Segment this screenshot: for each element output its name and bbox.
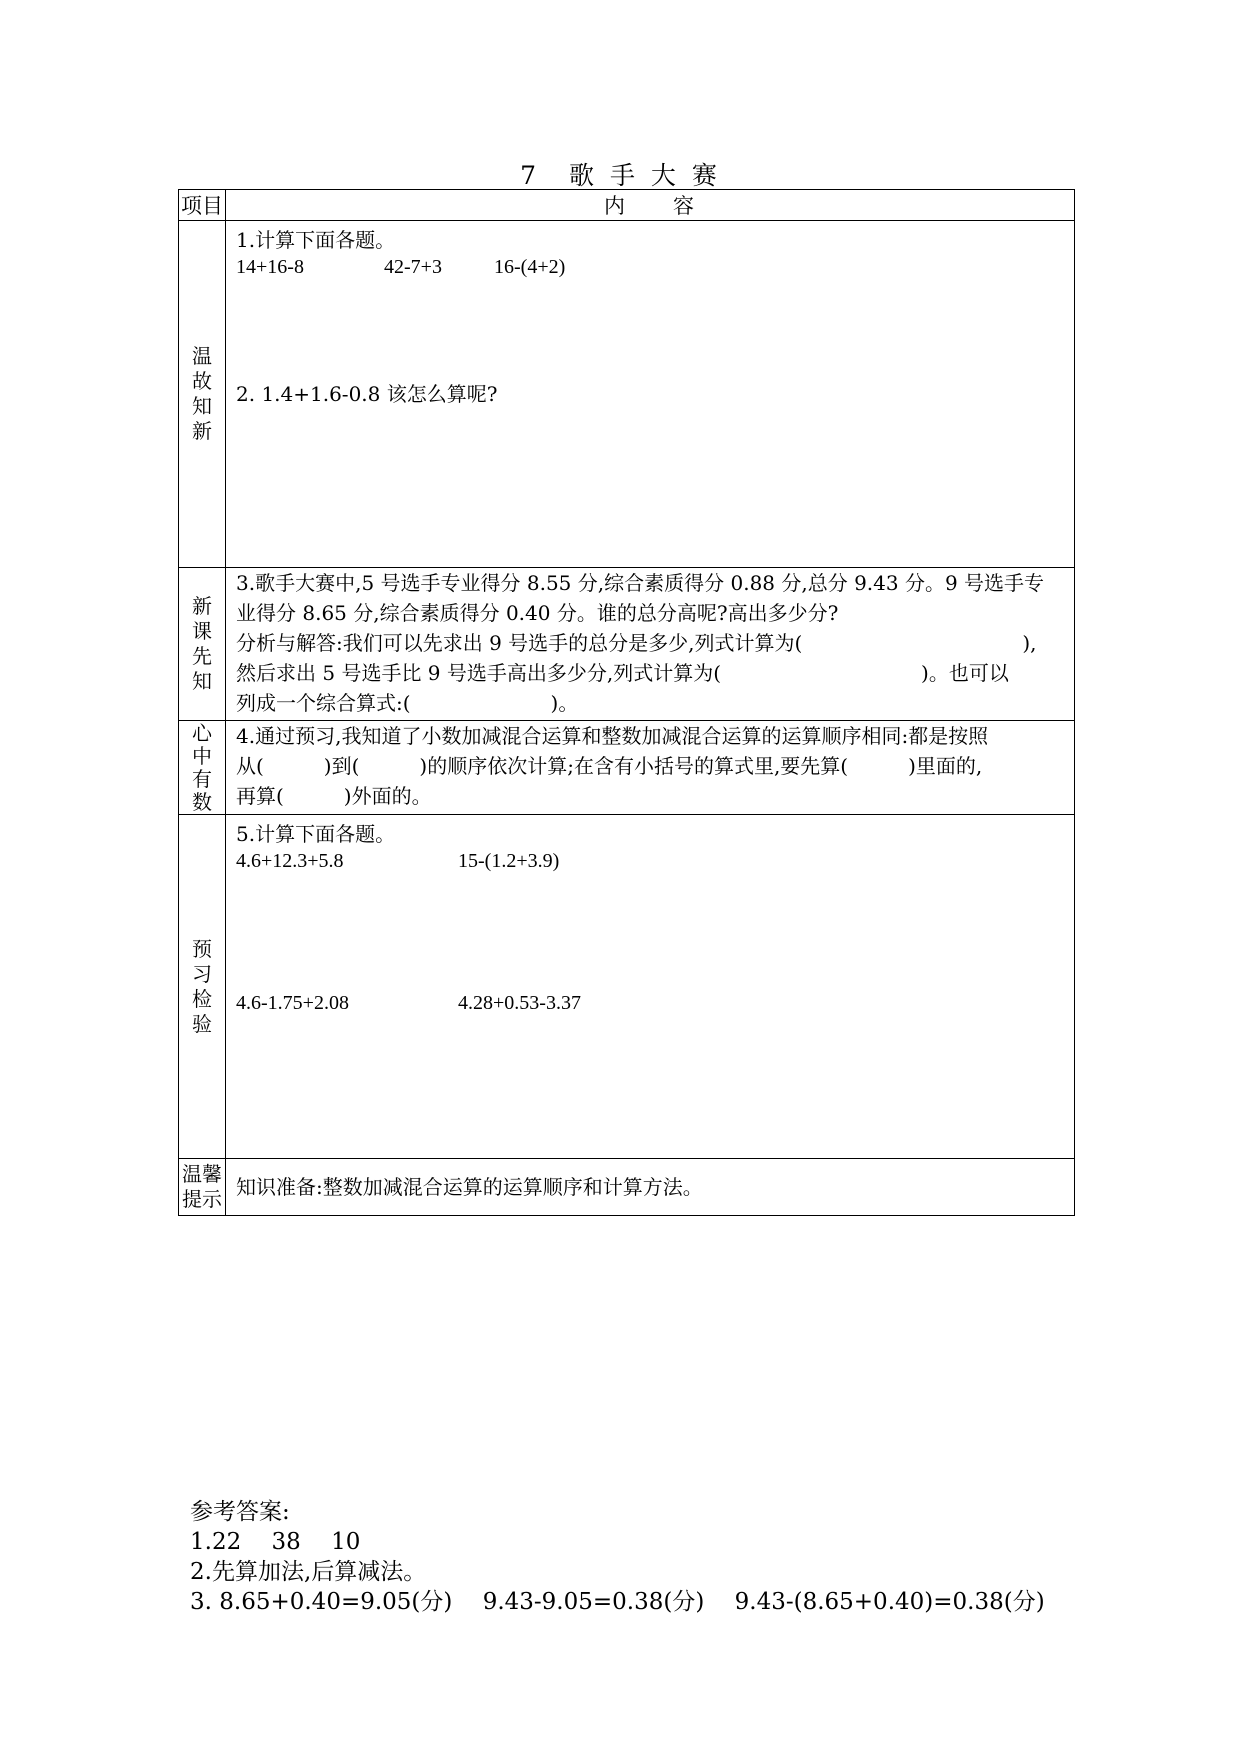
question-3-line: 列成一个综合算式:( )。 [236, 691, 579, 715]
label-char: 新 [192, 419, 212, 443]
tip-text: 知识准备:整数加减混合运算的运算顺序和计算方法。 [236, 1175, 703, 1199]
q5-expr-4: 4.28+0.53-3.37 [458, 992, 581, 1014]
row-label-review [179, 221, 226, 568]
answer-key [190, 1497, 1045, 1617]
label-char: 验 [192, 1011, 212, 1036]
row-content-tips [226, 1159, 1075, 1216]
row-label-preview-check [179, 815, 226, 1159]
question-2: 2. 1.4+1.6-0.8 该怎么算呢? [236, 382, 498, 406]
label-char: 预 [192, 936, 212, 961]
label-char: 有 [192, 766, 212, 791]
question-4-line: 再算( )外面的。 [236, 784, 432, 808]
label-char: 先 [192, 644, 212, 668]
row-content-summary [226, 721, 1075, 815]
question-3-line: 业得分 8.65 分,综合素质得分 0.40 分。谁的总分高呢?高出多少分? [236, 601, 839, 625]
page-title: 7 歌 手 大 赛 [520, 161, 721, 190]
label-char: 心 [192, 720, 212, 745]
table-row [179, 721, 1075, 815]
row-content-new-lesson [226, 568, 1075, 721]
label-char: 新 [192, 594, 212, 618]
label-char: 知 [192, 394, 212, 418]
answer-line: 3. 8.65+0.40=9.05(分) 9.43-9.05=0.38(分) 9.43-(8.65+0.40)=0.38(分) [190, 1589, 1045, 1615]
question-4-line: 4.通过预习,我知道了小数加减混合运算和整数加减混合运算的运算顺序相同:都是按照 [236, 724, 989, 748]
label-char: 提示 [182, 1187, 222, 1211]
label-char: 数 [192, 789, 212, 814]
question-1-title: 1.计算下面各题。 [236, 228, 396, 252]
q1-expr-1: 14+16-8 [236, 256, 304, 278]
table-row [179, 815, 1075, 1159]
table-row [179, 1159, 1075, 1216]
question-3-line: 3.歌手大赛中,5 号选手专业得分 8.55 分,综合素质得分 0.88 分,总分 9.43 分。9 号选手专 [236, 571, 1045, 595]
row-content-review [226, 221, 1075, 568]
q5-expr-1: 4.6+12.3+5.8 [236, 850, 344, 872]
table-row [179, 221, 1075, 568]
row-label-new-lesson [179, 568, 226, 721]
answer-line: 1.22 38 10 [190, 1529, 361, 1555]
row-label-tips [179, 1159, 226, 1216]
label-char: 温馨 [182, 1162, 222, 1186]
question-3-line: 然后求出 5 号选手比 9 号选手高出多少分,列式计算为( )。也可以 [236, 661, 1009, 685]
worksheet-table [178, 189, 1075, 1216]
question-3-line: 分析与解答:我们可以先求出 9 号选手的总分是多少,列式计算为( ), [236, 631, 1037, 655]
q5-expr-2: 15-(1.2+3.9) [458, 850, 560, 872]
answer-line: 2.先算加法,后算减法。 [190, 1559, 427, 1585]
header-item: 项目 [179, 190, 226, 221]
label-char: 知 [192, 669, 212, 693]
q1-expr-2: 42-7+3 [384, 256, 442, 278]
header-content: 内 容 [226, 190, 1075, 221]
row-content-preview-check [226, 815, 1075, 1159]
label-char: 习 [192, 961, 212, 986]
table-header-row [179, 190, 1075, 221]
label-char: 检 [192, 986, 212, 1011]
row-label-summary [179, 721, 226, 815]
q5-expr-3: 4.6-1.75+2.08 [236, 992, 349, 1014]
question-4-line: 从( )到( )的顺序依次计算;在含有小括号的算式里,要先算( )里面的, [236, 754, 983, 778]
q1-expr-3: 16-(4+2) [494, 256, 566, 278]
question-5-title: 5.计算下面各题。 [236, 822, 396, 846]
answer-heading: 参考答案: [190, 1499, 290, 1525]
table-row [179, 568, 1075, 721]
label-char: 温 [192, 344, 212, 368]
label-char: 故 [192, 369, 212, 393]
label-char: 中 [192, 743, 212, 768]
label-char: 课 [192, 619, 212, 643]
